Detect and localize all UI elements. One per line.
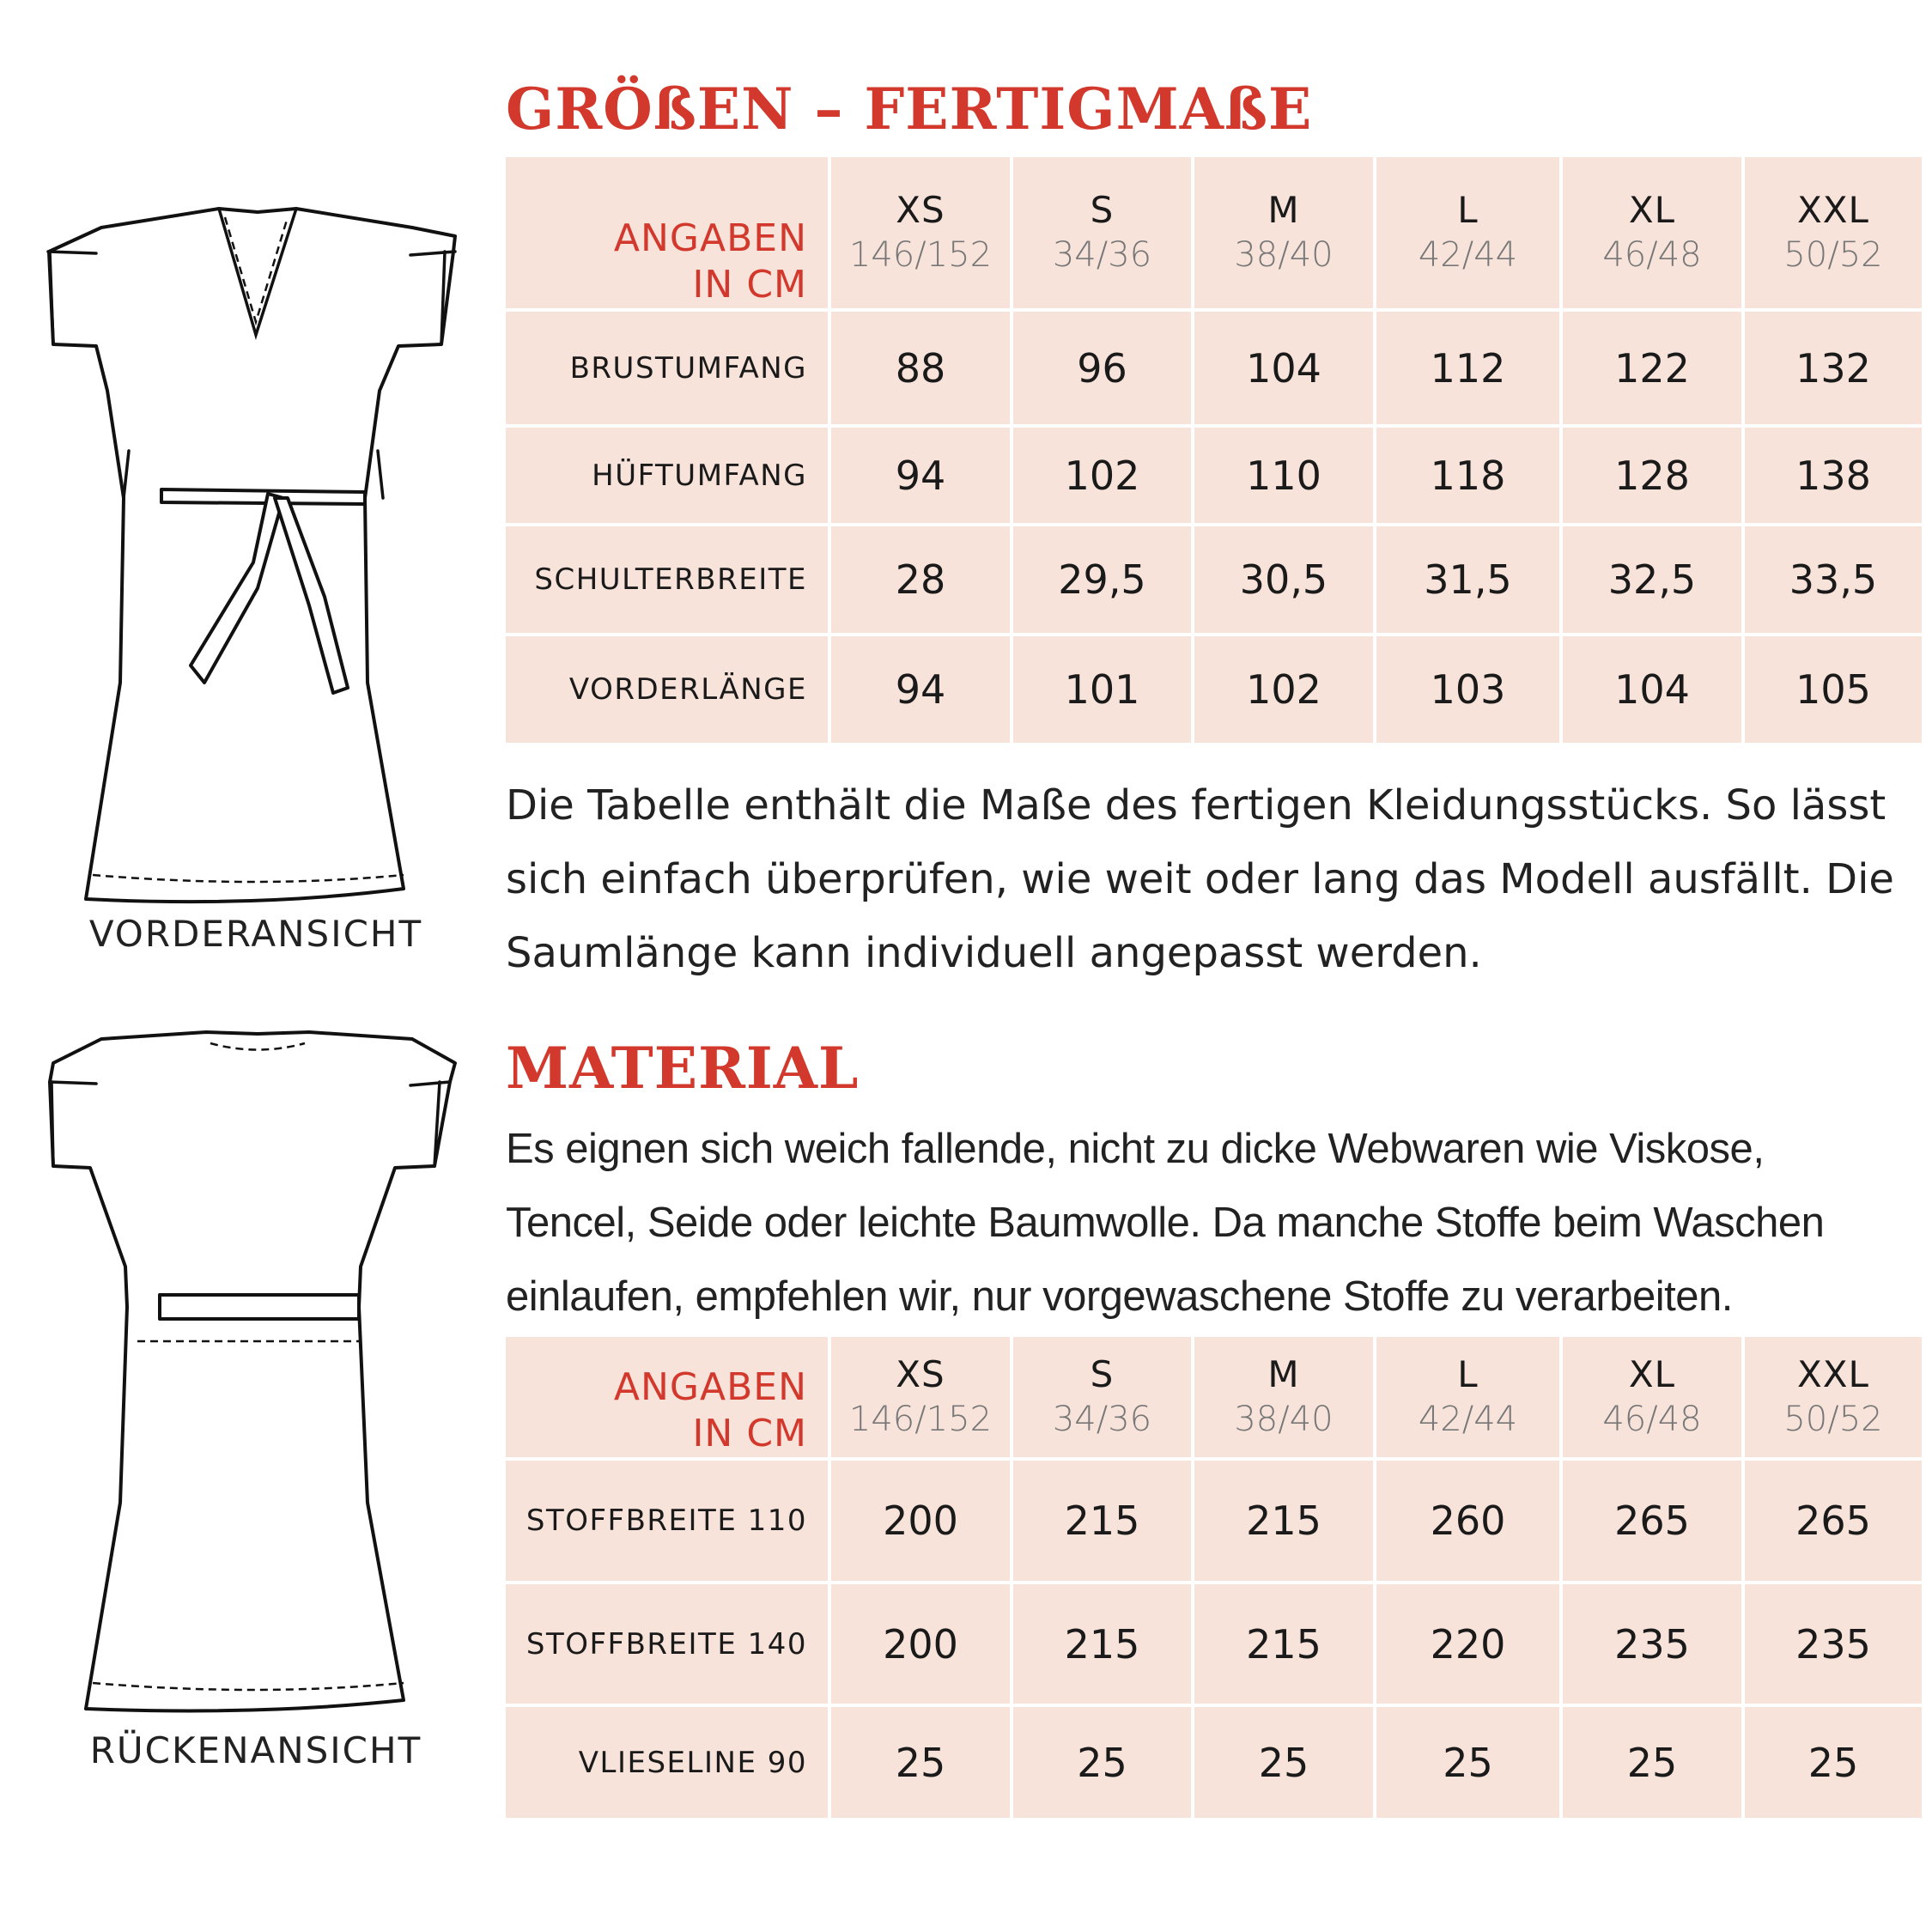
size-header-s xyxy=(1013,157,1191,308)
table-corner-header xyxy=(506,1337,828,1457)
sizes-description: Die Tabelle enthält die Maße des fertigen Kleidungsstücks. So lässt sich einfach überprüfen, wie weit oder lang das Modell ausfällt. Die Saumlänge kann individuell angepasst werden. xyxy=(506,781,1894,977)
table-cell: 25 xyxy=(1563,1707,1741,1818)
sizes-table xyxy=(506,157,1901,743)
size-label: XXL xyxy=(1797,1353,1869,1395)
table-cell: 28 xyxy=(831,526,1010,633)
table-cell: 104 xyxy=(1563,636,1741,743)
row-label-stoffbreite-110: STOFFBREITE 110 xyxy=(506,1461,828,1581)
size-header-l xyxy=(1376,157,1559,308)
table-cell: 132 xyxy=(1745,312,1922,424)
table-cell: 33,5 xyxy=(1745,526,1922,633)
size-label: XL xyxy=(1628,189,1676,231)
size-label: L xyxy=(1457,189,1479,231)
table-cell: 215 xyxy=(1194,1461,1373,1581)
size-sub: 34/36 xyxy=(1052,235,1152,275)
table-cell: 138 xyxy=(1745,428,1922,523)
table-cell: 102 xyxy=(1013,428,1191,523)
table-cell: 94 xyxy=(831,636,1010,743)
table-cell: 220 xyxy=(1376,1584,1559,1704)
table-cell: 25 xyxy=(1194,1707,1373,1818)
corner-label-line2: IN CM xyxy=(692,263,807,307)
table-cell: 215 xyxy=(1013,1584,1191,1704)
size-header-xxl xyxy=(1745,1337,1922,1457)
back-view-illustration xyxy=(0,1022,481,1726)
table-cell: 200 xyxy=(831,1584,1010,1704)
size-header-xl xyxy=(1563,1337,1741,1457)
size-sub: 34/36 xyxy=(1052,1400,1152,1439)
size-sub: 46/48 xyxy=(1602,235,1702,275)
table-cell: 200 xyxy=(831,1461,1010,1581)
size-sub: 50/52 xyxy=(1783,1400,1883,1439)
table-cell: 128 xyxy=(1563,428,1741,523)
size-sub: 38/40 xyxy=(1234,235,1334,275)
front-view-caption: VORDERANSICHT xyxy=(88,913,423,955)
size-header-xs xyxy=(831,1337,1010,1457)
size-sub: 42/44 xyxy=(1418,235,1518,275)
table-cell: 235 xyxy=(1745,1584,1922,1704)
size-header-s xyxy=(1013,1337,1191,1457)
size-header-m xyxy=(1194,1337,1373,1457)
table-cell: 105 xyxy=(1745,636,1922,743)
front-view-illustration xyxy=(0,202,481,906)
table-cell: 29,5 xyxy=(1013,526,1191,633)
row-label-vorderlaenge: VORDERLÄNGE xyxy=(506,636,828,743)
row-label-stoffbreite-140: STOFFBREITE 140 xyxy=(506,1584,828,1704)
table-cell: 103 xyxy=(1376,636,1559,743)
corner-label-line2: IN CM xyxy=(692,1412,807,1455)
table-cell: 215 xyxy=(1194,1584,1373,1704)
size-header-m xyxy=(1194,157,1373,308)
size-label: XL xyxy=(1628,1353,1676,1395)
size-sub: 46/48 xyxy=(1602,1400,1702,1439)
size-header-l xyxy=(1376,1337,1559,1457)
size-sub: 146/152 xyxy=(848,1400,993,1439)
table-cell: 101 xyxy=(1013,636,1191,743)
table-cell: 25 xyxy=(1745,1707,1922,1818)
size-label: S xyxy=(1090,189,1115,231)
table-cell: 110 xyxy=(1194,428,1373,523)
table-cell: 260 xyxy=(1376,1461,1559,1581)
table-cell: 25 xyxy=(831,1707,1010,1818)
size-label: M xyxy=(1267,1353,1300,1395)
row-label-brustumfang: BRUSTUMFANG xyxy=(506,312,828,424)
table-cell: 104 xyxy=(1194,312,1373,424)
size-label: XXL xyxy=(1797,189,1869,231)
table-cell: 235 xyxy=(1563,1584,1741,1704)
size-sub: 146/152 xyxy=(848,235,993,275)
corner-label-line1: ANGABEN xyxy=(613,216,807,260)
table-cell: 94 xyxy=(831,428,1010,523)
size-header-xs xyxy=(831,157,1010,308)
table-cell: 25 xyxy=(1376,1707,1559,1818)
table-cell: 122 xyxy=(1563,312,1741,424)
table-cell: 102 xyxy=(1194,636,1373,743)
table-cell: 88 xyxy=(831,312,1010,424)
table-cell: 25 xyxy=(1013,1707,1191,1818)
size-label: XS xyxy=(896,1353,945,1395)
back-view-caption: RÜCKENANSICHT xyxy=(89,1729,422,1771)
row-label-schulterbreite: SCHULTERBREITE xyxy=(506,526,828,633)
material-description: Es eignen sich weich fallende, nicht zu dicke Webwaren wie Viskose, Tencel, Seide oder leichte Baumwolle. Da manche Stoffe beim Waschen einlaufen, empfehlen wir, nur vorgewaschene Stoffe zu verarbeiten. xyxy=(506,1126,1825,1320)
table-corner-header xyxy=(506,157,828,308)
size-sub: 42/44 xyxy=(1418,1400,1518,1439)
table-cell: 118 xyxy=(1376,428,1559,523)
table-cell: 265 xyxy=(1745,1461,1922,1581)
table-cell: 215 xyxy=(1013,1461,1191,1581)
table-cell: 112 xyxy=(1376,312,1559,424)
size-label: M xyxy=(1267,189,1300,231)
corner-label-line1: ANGABEN xyxy=(613,1365,807,1409)
size-label: S xyxy=(1090,1353,1115,1395)
material-heading: MATERIAL xyxy=(506,1035,860,1102)
table-cell: 30,5 xyxy=(1194,526,1373,633)
table-cell: 265 xyxy=(1563,1461,1741,1581)
size-header-xxl xyxy=(1745,157,1922,308)
table-cell: 96 xyxy=(1013,312,1191,424)
table-cell: 31,5 xyxy=(1376,526,1559,633)
sizes-heading: GRÖßEN – FERTIGMAßE xyxy=(506,76,1313,143)
material-table xyxy=(506,1337,1901,1818)
size-label: XS xyxy=(896,189,945,231)
size-header-xl xyxy=(1563,157,1741,308)
table-cell: 32,5 xyxy=(1563,526,1741,633)
row-label-vlieseline-90: VLIESELINE 90 xyxy=(506,1707,828,1818)
size-sub: 38/40 xyxy=(1234,1400,1334,1439)
size-label: L xyxy=(1457,1353,1479,1395)
row-label-hueftumfang: HÜFTUMFANG xyxy=(506,428,828,523)
size-sub: 50/52 xyxy=(1783,235,1883,275)
